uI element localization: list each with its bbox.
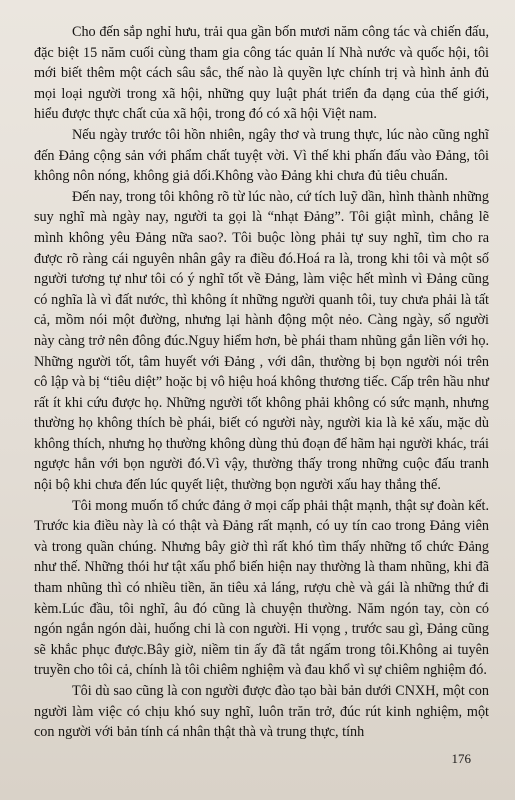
paragraph-3: Đến nay, trong tôi không rõ từ lúc nào, cứ tích luỹ dần, hình thành những suy nghĩ mà ngày nay, người ta gọi là “nhạt Đảng”. Tôi giật mình, chẳng lẽ mình không yêu Đảng nữa sao?. Tôi buộc lòng phải tự suy nghĩ, tìm cho ra được rõ ràng cái nguyên nhân gây ra điều đó.Hoá ra là, trong khi tôi và một số người tương tự như tôi có ý nghĩ tốt về Đảng, làm việc hết mình vì Đảng cũng có nghĩa là vì đất nước, thì không ít những người quanh tôi, tuy chưa phải là tất cả, mồm nói một đường, nhưng lại hành động một nẻo. Càng ngày, số người này càng trở nên đông đúc.Nguy hiểm hơn, bè phái tham nhũng gắn liền với họ. Những người tốt, tâm huyết với Đảng , với dân, thường bị bọn người nói trên cô lập và bị “tiêu diệt” hoặc bị vô hiệu hoá không thương tiếc. Cấp trên hầu như rất ít khi cứu được họ. Những người tốt không phải không có sức mạnh, nhưng thường họ không thích bè phái, biết có người này, người kia là kẻ xấu, mặc dù không thích, nhưng họ thường không dùng thủ đoạn để hãm hại người khác, trái ngược hẳn với bọn người đó.Vì vậy, thường thấy trong những cuộc đấu tranh nội bộ khi chưa đến lúc quyết liệt, thường bọn người xấu hay thắng thế. [34, 188, 489, 494]
paragraph-2: Nếu ngày trước tôi hồn nhiên, ngây thơ và trung thực, lúc nào cũng nghĩ đến Đảng cộng sản với phẩm chất tuyệt vời. Vì thế khi phấn đấu vào Đảng, tôi không nôn nóng, không giả dối.Không vào Đảng khi chưa đủ tiêu chuẩn. [34, 126, 489, 185]
paragraph-4: Tôi mong muốn tổ chức đảng ở mọi cấp phải thật mạnh, thật sự đoàn kết. Trước kia điều này là có thật và Đảng rất mạnh, có uy tín cao trong Đảng viên và trong quần chúng. Nhưng bây giờ thì rất khó tìm thấy những tổ chức Đảng như thế. Những thói hư tật xấu phổ biến hiện nay thường là tham nhũng, khi đã tham nhũng thì có nhiều tiền, ăn tiêu xả láng, rượu chè và gái là những thứ đi kèm.Lúc đầu, tôi nghĩ, âu đó cũng là chuyện thường. Năm ngón tay, còn có ngón ngắn ngón dài, huống chi là con người. Hi vọng , trước sau gì, Đảng cũng sẽ khắc phục được.Bây giờ, niềm tin ấy đã tắt ngấm trong tôi.Không ai tuyên truyền cho tôi cả, chính là tôi chiêm nghiệm và đau khổ vì sự chiêm nghiệm đó. [34, 497, 489, 679]
page-number: 176 [451, 751, 471, 767]
paragraph-5: Tôi dù sao cũng là con người được đào tạo bài bản dưới CNXH, một con người làm việc có chịu khó suy nghĩ, luôn trăn trở, đúc rút kinh nghiệm, một con người với bản tính cá nhân thật thà và trung thực, tính [34, 683, 489, 741]
paragraph-1: Cho đến sắp nghỉ hưu, trải qua gần bốn mươi năm công tác và chiến đấu, đặc biệt 15 năm cuối cùng tham gia công tác quản lí Nhà nước và quốc hội, tôi mới biết thêm một cách sâu sắc, thế nào là quyền lực chính trị và hình ảnh đủ mọi loại người trong xã hội, những quy luật phát triển đa dạng của thế giới, hiểu được thực chất của xã hội, trong đó có xã hội Việt nam. [34, 24, 489, 123]
